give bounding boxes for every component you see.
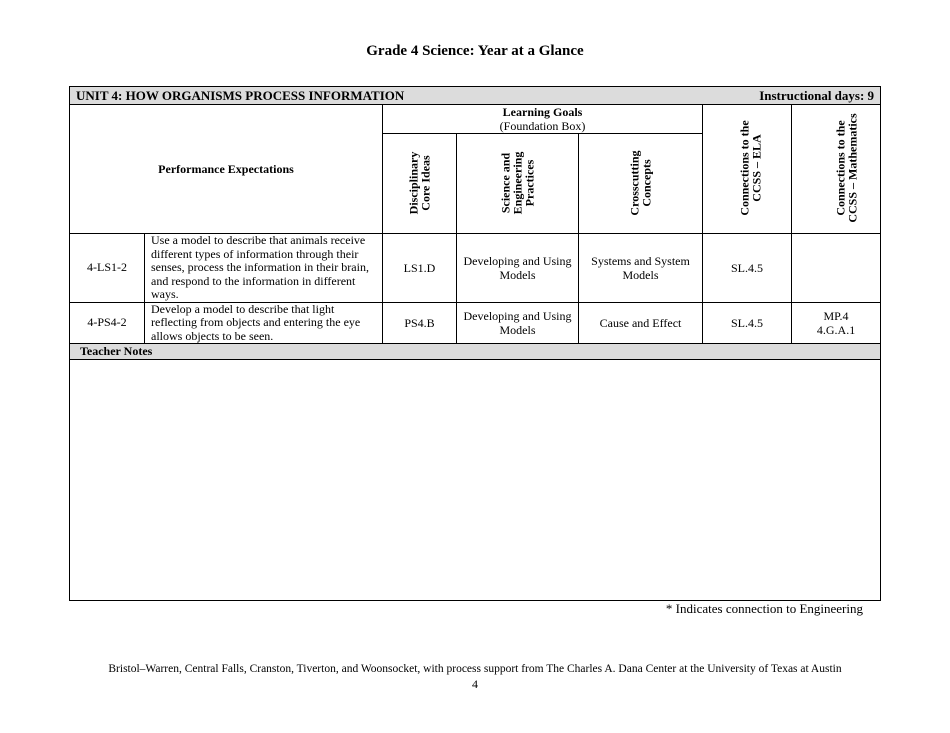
pe-description: Develop a model to describe that light reflecting from objects and entering the eye allows objects to be seen. [145,302,383,344]
math-connections-header: Connections to the CCSS – Mathematics [792,105,881,234]
ela-connections-header: Connections to the CCSS – ELA [703,105,792,234]
engineering-note: * Indicates connection to Engineering [665,601,863,616]
pe-code: 4-LS1-2 [70,234,145,303]
unit-title: UNIT 4: HOW ORGANISMS PROCESS INFORMATION [76,88,405,103]
instructional-days: Instructional days: 9 [759,88,875,103]
column-header-row [70,105,881,134]
document-title: Grade 4 Science: Year at a Glance [366,43,584,59]
unit-header-row [70,87,881,105]
crosscutting-cell: Cause and Effect [579,302,703,344]
pe-description: Use a model to describe that animals receive different types of information through their senses, process the information in their brain, and respond to the information in different ways. [145,234,383,303]
sep-cell: Developing and Using Models [457,302,579,344]
pe-code: 4-PS4-2 [70,302,145,344]
performance-expectations-header: Performance Expectations [70,105,383,234]
crosscutting-header: Crosscutting Concepts [579,134,703,234]
table-row [70,234,881,303]
teacher-notes-area [70,360,881,601]
foundation-box-label: (Foundation Box) [499,119,586,133]
page-footer: Bristol–Warren, Central Falls, Cranston, Tiverton, and Woonsocket, with process support from The Charles A. Dana Center at the University of Texas at Austin [108,663,842,675]
teacher-notes-header: Teacher Notes [70,344,881,360]
learning-goals-title: Learning Goals [502,105,583,119]
sep-header: Science and Engineering Practices [457,134,579,234]
table-row [70,302,881,344]
unit-table [69,86,881,601]
learning-goals-header [383,105,703,134]
crosscutting-cell: Systems and System Models [579,234,703,303]
sep-cell: Developing and Using Models [457,234,579,303]
dci-cell: PS4.B [383,302,457,344]
page-number: 4 [472,677,478,691]
dci-header: Disciplinary Core Ideas [383,134,457,234]
math-cell [792,234,881,303]
ela-cell: SL.4.5 [703,234,792,303]
math-cell: MP.4 4.G.A.1 [792,302,881,344]
dci-cell: LS1.D [383,234,457,303]
ela-cell: SL.4.5 [703,302,792,344]
